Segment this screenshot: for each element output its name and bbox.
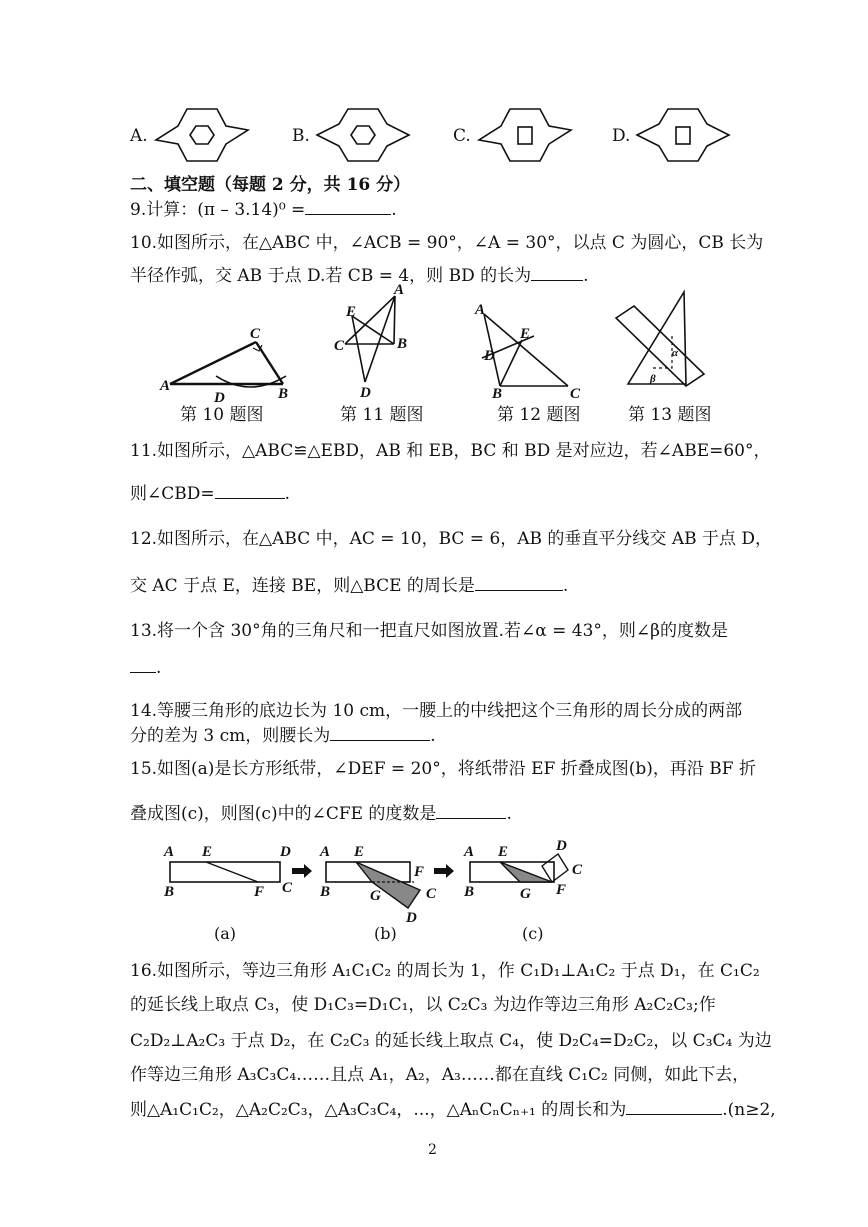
question-16-text: 则△A₁C₁C₂，△A₂C₂C₃，△A₃C₃C₄，...，△AₙCₙCₙ₊₁ 的周长和为: [130, 1100, 627, 1120]
svg-text:F: F: [556, 882, 567, 898]
svg-text:D: D: [406, 910, 417, 924]
svg-text:D: D: [484, 348, 495, 364]
svg-text:C: C: [572, 862, 583, 878]
svg-text:α: α: [672, 347, 679, 359]
question-10-line-2: 半径作弧，交 AB 于点 D.若 CB = 4，则 BD 的长为 .: [130, 266, 589, 286]
question-16-line-5: [130, 1098, 776, 1121]
option-b-label: B.: [292, 126, 310, 146]
svg-text:β: β: [650, 373, 656, 385]
question-12-text: 交 AC 于点 E，连接 BE，则△BCE 的周长是: [130, 576, 475, 596]
svg-text:A: A: [320, 844, 331, 860]
question-16-line-3: C₂D₂⊥A₂C₃ 于点 D₂，在 C₂C₃ 的延长线上取点 C₄，使 D₂C₄=D₂C₂，以 C₃C₄ 为边: [130, 1031, 772, 1051]
svg-text:B: B: [278, 386, 289, 402]
answer-blank-10[interactable]: [531, 264, 583, 281]
svg-text:B: B: [397, 336, 408, 352]
question-15-line-2: 叠成图(c)，则图(c)中的∠CFE 的度数是 .: [130, 804, 512, 824]
figure-15b-label: (b): [374, 924, 397, 943]
svg-text:A: A: [160, 378, 171, 394]
svg-text:C: C: [426, 886, 437, 902]
svg-text:G: G: [520, 886, 531, 902]
option-d-label: D.: [612, 126, 631, 146]
figure-12-caption: 第 12 题图: [497, 405, 581, 425]
figure-11: [330, 282, 420, 400]
svg-text:D: D: [360, 385, 371, 400]
svg-text:C: C: [282, 880, 293, 896]
question-16-line-4: 作等边三角形 A₃C₃C₄……且点 A₁，A₂，A₃……都在直线 C₁C₂ 同侧，如此下去，: [130, 1065, 750, 1085]
svg-text:C: C: [334, 338, 345, 354]
svg-text:E: E: [520, 326, 531, 342]
option-d-figure: [633, 106, 733, 164]
figure-15a-label: (a): [214, 924, 237, 943]
svg-text:F: F: [414, 864, 425, 880]
figure-13-caption: 第 13 题图: [628, 405, 712, 425]
option-a-label: A.: [130, 126, 148, 146]
question-9-text: 9.计算：(π – 3.14)⁰ =: [130, 200, 306, 220]
question-14-text: 分的差为 3 cm，则腰长为: [130, 726, 331, 746]
svg-text:B: B: [164, 884, 175, 900]
svg-text:D: D: [280, 844, 291, 860]
figure-15: [158, 840, 598, 924]
svg-text:A: A: [394, 282, 405, 298]
svg-text:C: C: [570, 386, 581, 400]
answer-blank-12[interactable]: [475, 574, 563, 591]
option-a-figure: [152, 106, 252, 164]
figure-12: [470, 300, 585, 400]
question-15-text: 叠成图(c)，则图(c)中的∠CFE 的度数是: [130, 804, 437, 824]
answer-blank-16[interactable]: [626, 1098, 722, 1115]
question-16-tail: .(n≥2,: [722, 1100, 776, 1120]
figure-11-caption: 第 11 题图: [340, 405, 424, 425]
question-11-text: 则∠CBD=: [130, 484, 215, 504]
svg-text:B: B: [320, 884, 331, 900]
svg-text:D: D: [556, 840, 567, 854]
question-11-line-1: 11.如图所示，△ABC≌△EBD，AB 和 EB，BC 和 BD 是对应边，若∠ABE=60°，: [130, 441, 771, 461]
answer-blank-15[interactable]: [436, 802, 506, 819]
question-13-line-1: 13.将一个含 30°角的三角尺和一把直尺如图放置.若∠α = 43°，则∠β的度数是: [130, 621, 728, 641]
page-number: 2: [428, 1142, 437, 1158]
figure-15c-label: (c): [522, 924, 544, 943]
answer-blank-14[interactable]: [330, 724, 430, 741]
question-10-text: 半径作弧，交 AB 于点 D.若 CB = 4，则 BD 的长为: [130, 266, 532, 286]
question-12-line-1: 12.如图所示，在△ABC 中，AC = 10，BC = 6，AB 的垂直平分线交 AB 于点 D，: [130, 529, 773, 549]
svg-text:E: E: [498, 844, 509, 860]
section-title: 二、填空题（每题 2 分，共 16 分）: [130, 175, 411, 195]
svg-text:E: E: [346, 304, 357, 320]
answer-blank-9[interactable]: [305, 198, 391, 215]
svg-text:A: A: [464, 844, 475, 860]
figure-10: [158, 318, 308, 403]
figure-13: [612, 288, 717, 398]
svg-text:D: D: [214, 390, 225, 403]
svg-text:A: A: [164, 844, 175, 860]
option-c-label: C.: [453, 126, 471, 146]
question-14-line-2: 分的差为 3 cm，则腰长为 .: [130, 726, 436, 746]
svg-text:F: F: [254, 884, 265, 900]
answer-blank-11[interactable]: [215, 482, 285, 499]
question-16-line-2: 的延长线上取点 C₃，使 D₁C₃=D₁C₁，以 C₂C₃ 为边作等边三角形 A₂C₂C₃;作: [130, 995, 716, 1015]
question-16-line-1: 16.如图所示，等边三角形 A₁C₁C₂ 的周长为 1，作 C₁D₁⊥A₁C₂ 于点 D₁，在 C₁C₂: [130, 961, 760, 981]
question-10-line-1: 10.如图所示，在△ABC 中，∠ACB = 90°，∠A = 30°，以点 C 为圆心，CB 长为: [130, 233, 764, 253]
option-b-figure: [313, 106, 413, 164]
svg-text:B: B: [464, 884, 475, 900]
question-13-line-2: .: [130, 656, 161, 679]
svg-text:G: G: [370, 888, 381, 904]
question-12-line-2: 交 AC 于点 E，连接 BE，则△BCE 的周长是 .: [130, 576, 569, 596]
answer-blank-13[interactable]: [130, 656, 156, 673]
svg-text:E: E: [202, 844, 213, 860]
svg-text:A: A: [475, 302, 486, 318]
figure-10-caption: 第 10 题图: [180, 405, 264, 425]
question-11-line-2: 则∠CBD= .: [130, 484, 291, 504]
svg-text:E: E: [354, 844, 365, 860]
option-c-figure: [475, 106, 575, 164]
question-14-line-1: 14.等腰三角形的底边长为 10 cm，一腰上的中线把这个三角形的周长分成的两部: [130, 701, 743, 721]
svg-text:C: C: [250, 326, 261, 342]
question-15-line-1: 15.如图(a)是长方形纸带，∠DEF = 20°，将纸带沿 EF 折叠成图(b)，再沿 BF 折: [130, 759, 756, 779]
question-9: 9.计算：(π – 3.14)⁰ = .: [130, 200, 397, 220]
svg-text:B: B: [492, 386, 503, 400]
